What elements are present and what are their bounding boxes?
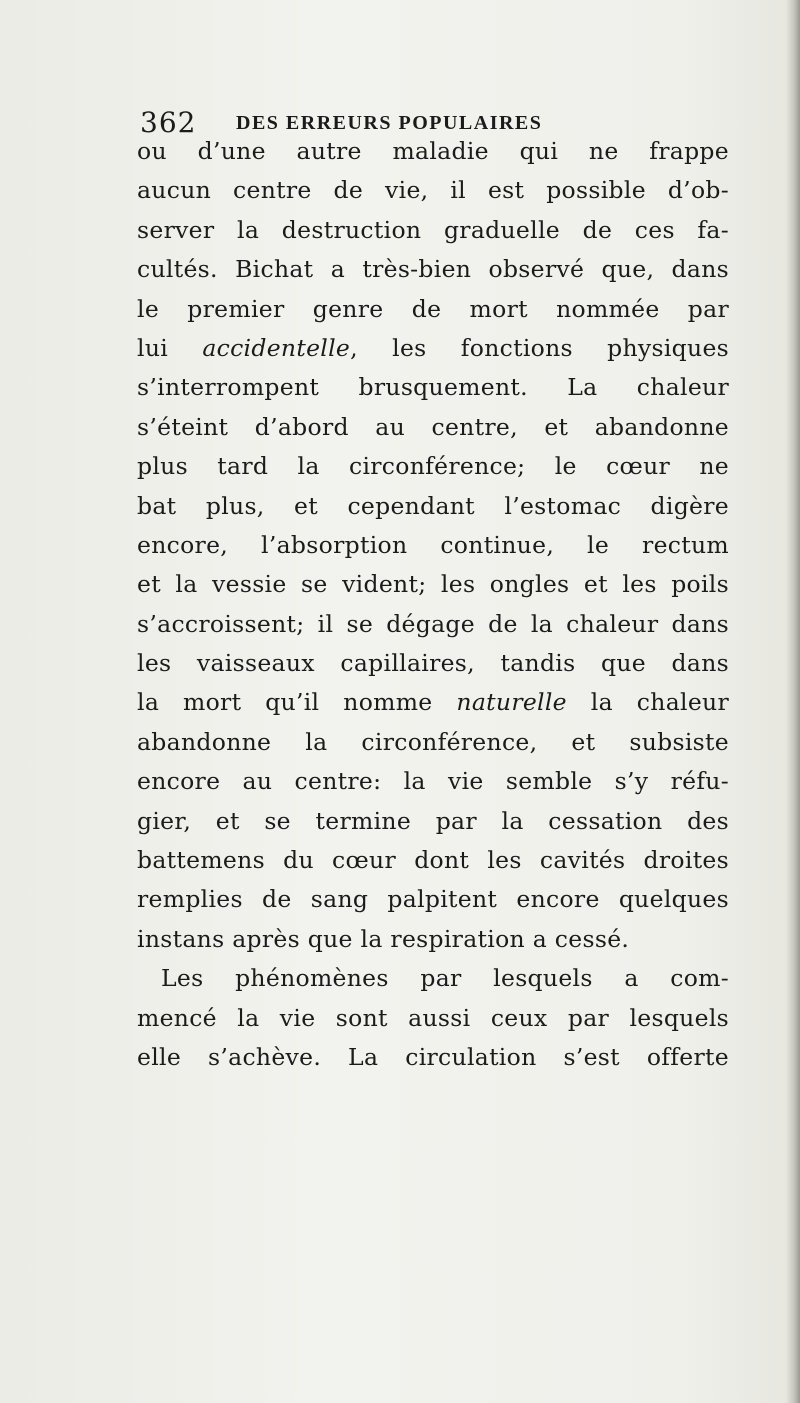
text-line [137, 408, 729, 447]
text-line [137, 999, 729, 1038]
text-run: la chaleur [566, 688, 729, 717]
text-line [137, 723, 729, 762]
running-title: DES ERREURS POPULAIRES [236, 112, 543, 134]
text-run: les vaisseaux capillaires, tandis que dans [137, 649, 729, 678]
text-line [137, 959, 729, 998]
text-line [137, 565, 729, 604]
text-run: plus tard la circonférence; le cœur ne [137, 452, 729, 481]
text-run: et la vessie se vident; les ongles et les poils [137, 570, 729, 599]
text-line [137, 250, 729, 289]
text-run: aucun centre de vie, il est possible d’ob- [137, 176, 729, 205]
text-run: mencé la vie sont aussi ceux par lesquels [137, 1003, 729, 1032]
text-run: la mort qu’il nomme [137, 688, 457, 717]
text-run: le premier genre de mort nommée par [137, 294, 729, 323]
text-run: instans après que la respiration a cessé. [137, 924, 630, 953]
page-edge-shadow [786, 0, 800, 1403]
italic-term: naturelle [456, 688, 567, 717]
text-line [137, 132, 729, 171]
text-run: cultés. Bichat a très-bien observé que, dans [137, 255, 729, 284]
text-run: bat plus, et cependant l’estomac digère [137, 491, 729, 520]
text-run: Les phénomènes par lesquels a com- [161, 964, 729, 993]
text-run: encore, l’absorption continue, le rectum [137, 530, 729, 559]
text-line [137, 683, 729, 722]
text-line [137, 290, 729, 329]
text-run: abandonne la circonférence, et subsiste [137, 727, 729, 756]
text-line [137, 1038, 729, 1077]
text-line [137, 447, 729, 486]
text-run: battemens du cœur dont les cavités droites [137, 846, 729, 875]
text-line [137, 526, 729, 565]
text-run: s’éteint d’abord au centre, et abandonne [137, 412, 729, 441]
text-line [137, 841, 729, 880]
text-run: encore au centre: la vie semble s’y réfu- [137, 767, 729, 796]
italic-term: accidentelle [202, 333, 351, 362]
text-line [137, 329, 729, 368]
text-line [137, 920, 729, 959]
text-line [137, 802, 729, 841]
text-run: server la destruction graduelle de ces fa- [137, 215, 729, 244]
page-number: 362 [140, 106, 197, 139]
text-line [137, 211, 729, 250]
text-run: remplies de sang palpitent encore quelques [137, 885, 729, 914]
text-line [137, 487, 729, 526]
text-line [137, 644, 729, 683]
text-run: , les fonctions physiques [350, 333, 730, 362]
text-line [137, 171, 729, 210]
text-run: s’accroissent; il se dégage de la chaleur dans [137, 609, 729, 638]
text-line [137, 605, 729, 644]
text-run: ou d’une autre maladie qui ne frappe [137, 137, 729, 165]
text-line [137, 762, 729, 801]
text-line [137, 880, 729, 919]
body-text [137, 132, 729, 1077]
text-line [137, 368, 729, 407]
text-run: gier, et se termine par la cessation des [137, 806, 729, 835]
text-run: s’interrompent brusquement. La chaleur [137, 373, 729, 402]
text-run: lui [137, 333, 203, 362]
text-run: elle s’achève. La circulation s’est offerte [137, 1042, 729, 1071]
